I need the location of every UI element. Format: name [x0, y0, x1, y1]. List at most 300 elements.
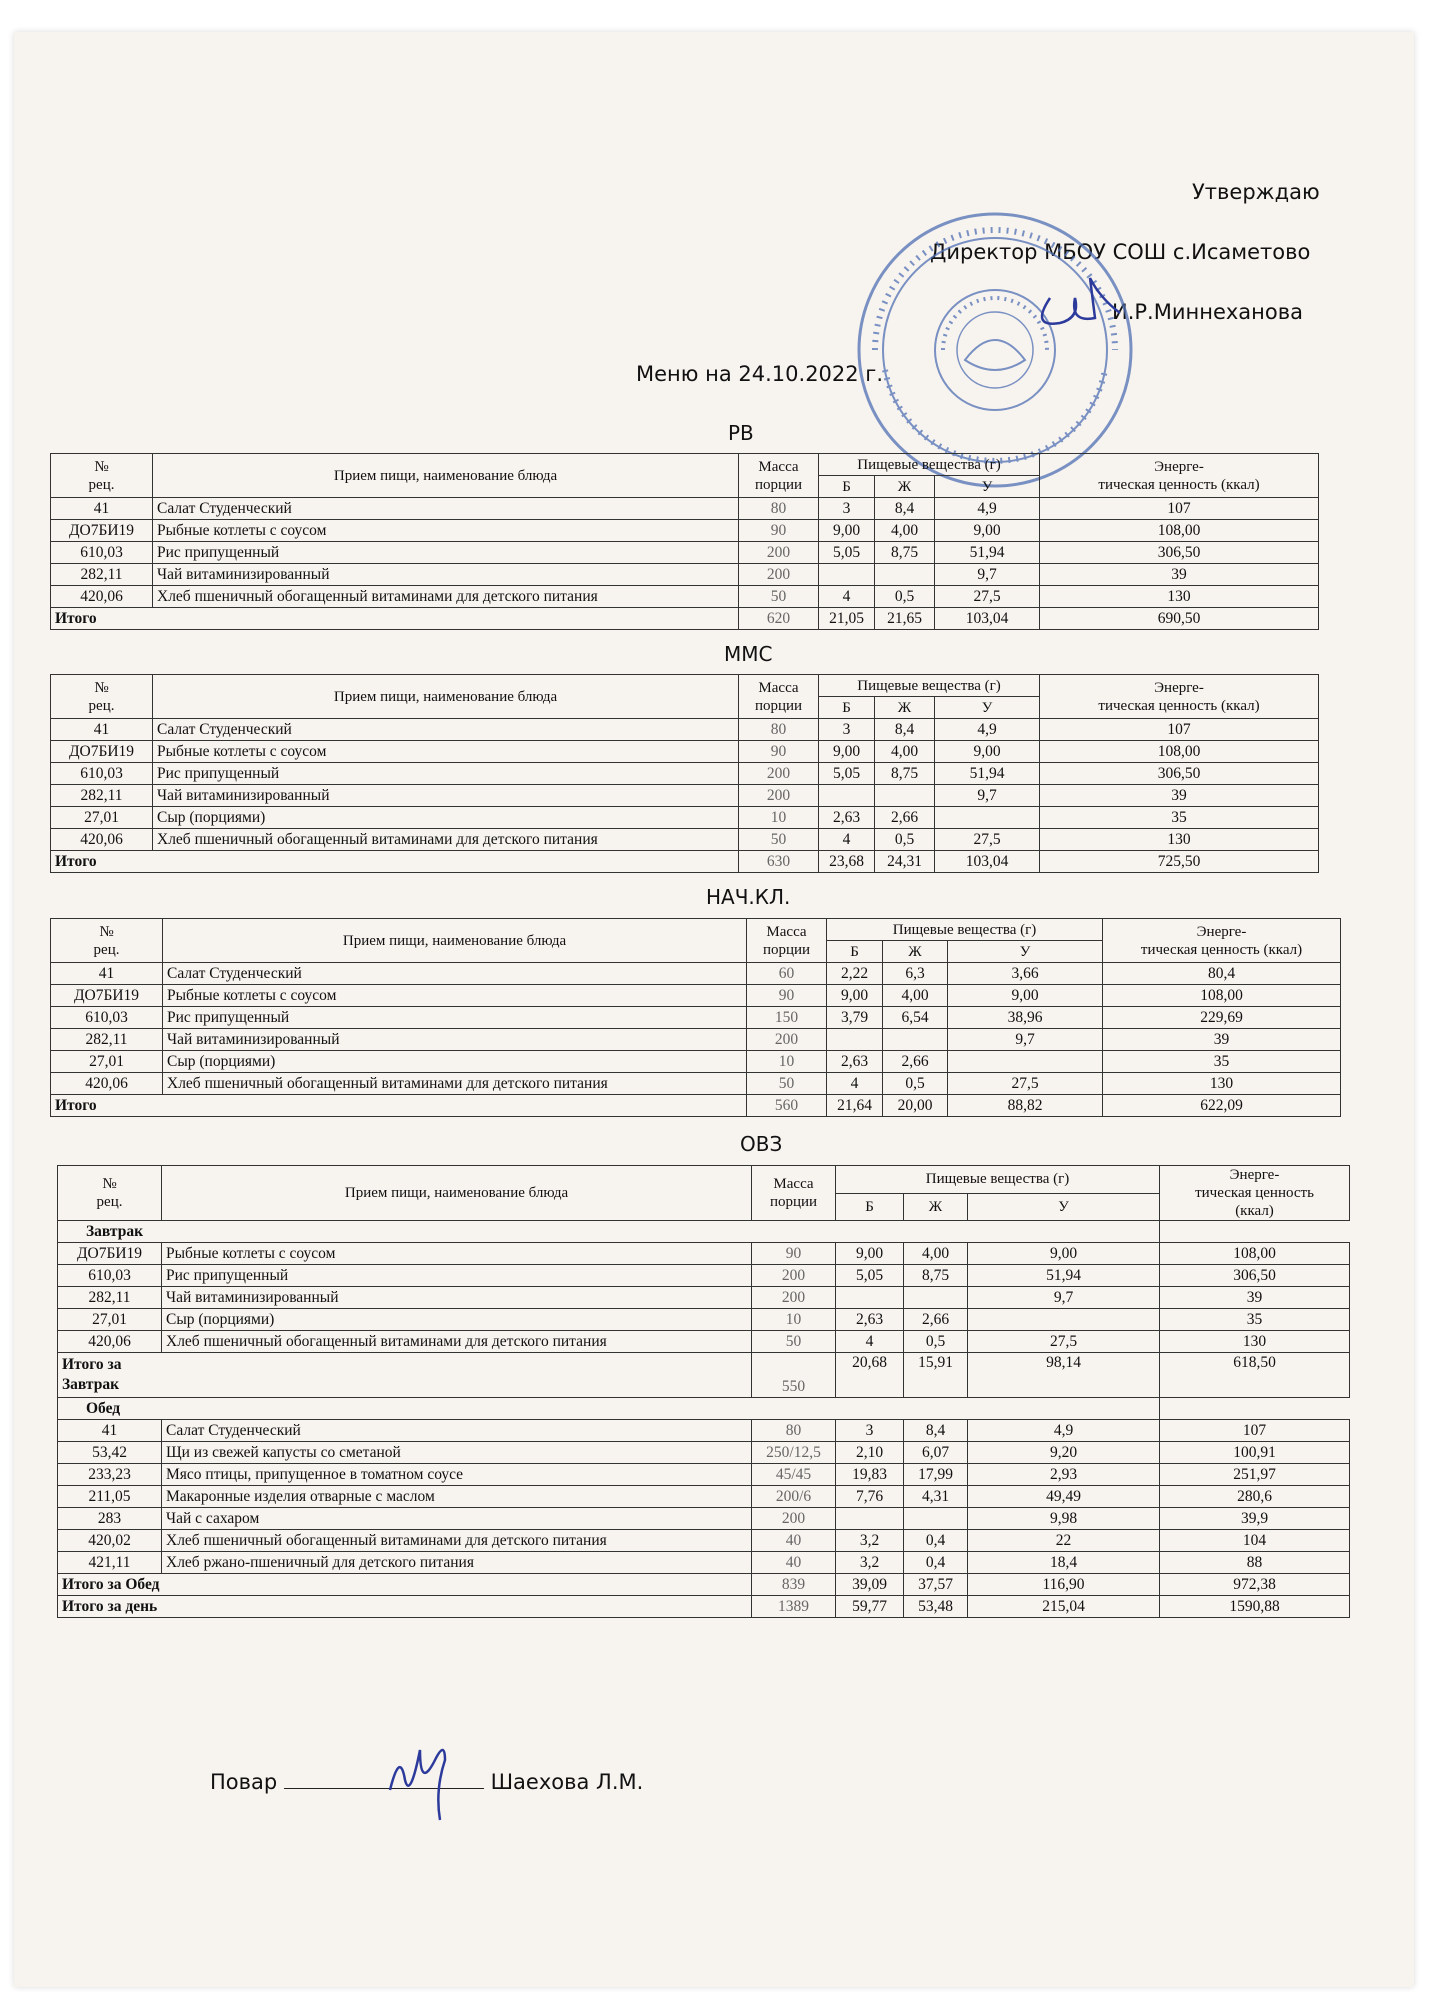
total-b: 21,64 — [827, 1095, 883, 1117]
cell-dish: Хлеб пшеничный обогащенный витаминами для детского питания — [162, 1530, 752, 1552]
cell-zh: 6,3 — [883, 963, 948, 985]
cell-u: 9,7 — [968, 1287, 1160, 1309]
cell-b: 2,63 — [819, 807, 875, 829]
total-u: 215,04 — [968, 1596, 1160, 1618]
cell-energy: 130 — [1040, 586, 1319, 608]
table-row — [58, 1287, 1350, 1309]
cell-mass: 60 — [747, 963, 827, 985]
total-mass: 550 — [752, 1353, 836, 1398]
header-energy-2: тическая ценность (ккал) — [1140, 941, 1303, 958]
total-u: 103,04 — [935, 608, 1040, 630]
header-nutrients: Пищевые вещества (г) — [836, 1166, 1160, 1194]
cell-u: 3,66 — [948, 963, 1103, 985]
cell-energy: 107 — [1040, 498, 1319, 520]
cell-rec: 610,03 — [58, 1265, 162, 1287]
table-header-row — [51, 454, 1319, 476]
cell-dish: Хлеб ржано-пшеничный для детского питания — [162, 1552, 752, 1574]
day-total-row — [58, 1596, 1350, 1618]
header-rec — [51, 675, 153, 719]
approve-label: Утверждаю — [1192, 180, 1320, 204]
breakfast-total-row — [58, 1353, 1350, 1398]
cell-dish: Чай витаминизированный — [153, 564, 739, 586]
cell-zh: 2,66 — [875, 807, 935, 829]
header-energy — [1103, 919, 1341, 963]
cell-mass: 40 — [752, 1530, 836, 1552]
table-row — [51, 985, 1341, 1007]
cell-rec: 27,01 — [58, 1309, 162, 1331]
total-row — [51, 851, 1319, 873]
cell-b: 3 — [836, 1420, 904, 1442]
cell-mass: 45/45 — [752, 1464, 836, 1486]
cell-zh: 6,07 — [904, 1442, 968, 1464]
cell-u: 51,94 — [935, 542, 1040, 564]
cell-rec: 282,11 — [51, 785, 153, 807]
cook-signature-icon — [370, 1720, 480, 1830]
table-row — [51, 542, 1319, 564]
cell-u: 38,96 — [948, 1007, 1103, 1029]
cell-b — [836, 1287, 904, 1309]
cell-rec: 41 — [51, 719, 153, 741]
cell-u: 9,7 — [935, 785, 1040, 807]
cell-energy: 306,50 — [1040, 763, 1319, 785]
cell-energy: 280,6 — [1160, 1486, 1350, 1508]
header-rec-no: № — [94, 458, 109, 475]
table-row — [51, 498, 1319, 520]
cell-u — [948, 1051, 1103, 1073]
cell-zh: 4,00 — [875, 741, 935, 763]
header-rec-label: рец. — [88, 476, 115, 493]
total-label — [58, 1353, 752, 1398]
header-mass — [752, 1166, 836, 1221]
total-u: 103,04 — [935, 851, 1040, 873]
total-mass: 620 — [739, 608, 819, 630]
director-name: И.Р.Миннеханова — [1112, 300, 1303, 324]
header-rec-label: рец. — [88, 697, 115, 714]
cell-zh — [875, 785, 935, 807]
table-row — [51, 1051, 1341, 1073]
header-b: Б — [827, 941, 883, 963]
table-row — [51, 520, 1319, 542]
cell-b: 3,79 — [827, 1007, 883, 1029]
cell-energy: 88 — [1160, 1552, 1350, 1574]
cell-zh: 8,75 — [875, 542, 935, 564]
cell-rec: 27,01 — [51, 1051, 163, 1073]
cell-dish: Хлеб пшеничный обогащенный витаминами для детского питания — [163, 1073, 747, 1095]
cell-b: 9,00 — [827, 985, 883, 1007]
cell-energy: 108,00 — [1160, 1243, 1350, 1265]
cell-dish: Рыбные котлеты с соусом — [153, 741, 739, 763]
cell-rec: 420,06 — [51, 1073, 163, 1095]
cell-energy: 39 — [1040, 785, 1319, 807]
header-dish: Прием пищи, наименование блюда — [163, 919, 747, 963]
cell-zh: 8,75 — [904, 1265, 968, 1287]
header-u: У — [935, 476, 1040, 498]
cell-b — [827, 1029, 883, 1051]
cell-b — [819, 785, 875, 807]
cell-energy: 104 — [1160, 1530, 1350, 1552]
cell-mass: 90 — [739, 520, 819, 542]
cell-energy: 108,00 — [1040, 520, 1319, 542]
total-u: 116,90 — [968, 1574, 1160, 1596]
header-rec-label: рец. — [96, 1194, 123, 1210]
cell-zh: 0,5 — [875, 829, 935, 851]
breakfast-total-label-2: Завтрак — [62, 1376, 120, 1393]
header-nutrients: Пищевые вещества (г) — [819, 675, 1040, 697]
cell-b: 2,22 — [827, 963, 883, 985]
cell-energy: 35 — [1103, 1051, 1341, 1073]
table-row — [51, 719, 1319, 741]
cell-energy: 251,97 — [1160, 1464, 1350, 1486]
header-mass — [739, 675, 819, 719]
cell-mass: 50 — [747, 1073, 827, 1095]
cell-u: 4,9 — [935, 719, 1040, 741]
cell-rec: 233,23 — [58, 1464, 162, 1486]
cell-zh — [904, 1287, 968, 1309]
cell-b: 19,83 — [836, 1464, 904, 1486]
total-mass: 839 — [752, 1574, 836, 1596]
cell-u: 9,20 — [968, 1442, 1160, 1464]
cell-dish: Рис припущенный — [163, 1007, 747, 1029]
section-title-mms: ММС — [724, 642, 773, 666]
cell-mass: 10 — [747, 1051, 827, 1073]
menu-table-ovz — [57, 1165, 1350, 1618]
cell-zh: 4,00 — [883, 985, 948, 1007]
menu-table-rv — [50, 453, 1319, 630]
cell-energy: 130 — [1040, 829, 1319, 851]
cell-b: 9,00 — [836, 1243, 904, 1265]
empty-cell — [1160, 1221, 1350, 1243]
header-energy-1: Энерге- — [1154, 679, 1204, 696]
cell-mass: 200/6 — [752, 1486, 836, 1508]
cell-mass: 80 — [739, 498, 819, 520]
table-row — [58, 1508, 1350, 1530]
cell-mass: 200 — [739, 785, 819, 807]
table-row — [58, 1464, 1350, 1486]
table-row — [58, 1331, 1350, 1353]
table-row — [58, 1486, 1350, 1508]
cell-rec: 610,03 — [51, 1007, 163, 1029]
cell-mass: 200 — [739, 763, 819, 785]
header-energy-1: Энерге- — [1229, 1167, 1280, 1183]
header-u: У — [948, 941, 1103, 963]
cell-rec: ДО7БИ19 — [58, 1243, 162, 1265]
cell-dish: Салат Студенческий — [153, 498, 739, 520]
cell-b: 3 — [819, 719, 875, 741]
total-zh: 21,65 — [875, 608, 935, 630]
director-signature-icon — [1020, 268, 1130, 348]
header-rec-no: № — [99, 923, 114, 940]
cell-b: 3,2 — [836, 1552, 904, 1574]
cell-mass: 200 — [752, 1508, 836, 1530]
cell-u: 27,5 — [968, 1331, 1160, 1353]
header-mass-1: Масса — [758, 679, 799, 696]
table-row — [58, 1552, 1350, 1574]
cell-u — [968, 1309, 1160, 1331]
cell-rec: 420,06 — [51, 586, 153, 608]
cell-b: 4 — [836, 1331, 904, 1353]
cell-dish: Хлеб пшеничный обогащенный витаминами для детского питания — [153, 586, 739, 608]
cell-rec: 420,06 — [58, 1331, 162, 1353]
official-stamp-icon — [855, 210, 1135, 490]
cell-dish: Щи из свежей капусты со сметаной — [162, 1442, 752, 1464]
cell-zh: 8,75 — [875, 763, 935, 785]
cell-u: 9,98 — [968, 1508, 1160, 1530]
cell-u: 51,94 — [968, 1265, 1160, 1287]
cell-zh: 0,5 — [875, 586, 935, 608]
cell-dish: Рыбные котлеты с соусом — [163, 985, 747, 1007]
cell-u: 2,93 — [968, 1464, 1160, 1486]
cell-rec: ДО7БИ19 — [51, 985, 163, 1007]
breakfast-heading — [58, 1221, 1350, 1243]
cell-u: 9,7 — [948, 1029, 1103, 1051]
cell-dish: Рыбные котлеты с соусом — [153, 520, 739, 542]
cell-dish: Рыбные котлеты с соусом — [162, 1243, 752, 1265]
cell-b: 3 — [819, 498, 875, 520]
cell-u: 27,5 — [948, 1073, 1103, 1095]
total-zh: 24,31 — [875, 851, 935, 873]
table-row — [58, 1442, 1350, 1464]
header-energy-2: тическая ценность — [1195, 1185, 1314, 1201]
cell-zh: 4,00 — [904, 1243, 968, 1265]
total-label: Итого — [51, 608, 739, 630]
cell-dish: Чай витаминизированный — [162, 1287, 752, 1309]
table-row — [51, 807, 1319, 829]
header-zh: Ж — [904, 1193, 968, 1221]
total-row — [51, 608, 1319, 630]
cell-u: 27,5 — [935, 586, 1040, 608]
cell-zh: 4,00 — [875, 520, 935, 542]
menu-table-mms — [50, 674, 1319, 873]
cell-u: 22 — [968, 1530, 1160, 1552]
cell-mass: 80 — [752, 1420, 836, 1442]
total-label: Итого — [51, 1095, 747, 1117]
header-energy-1: Энерге- — [1154, 458, 1204, 475]
table-header-row — [51, 675, 1319, 697]
header-mass — [747, 919, 827, 963]
cell-zh: 0,5 — [904, 1331, 968, 1353]
empty-cell — [1160, 1398, 1350, 1420]
total-energy: 622,09 — [1103, 1095, 1341, 1117]
cell-zh: 8,4 — [875, 719, 935, 741]
cell-dish: Чай витаминизированный — [153, 785, 739, 807]
cell-rec: ДО7БИ19 — [51, 741, 153, 763]
cell-dish: Чай с сахаром — [162, 1508, 752, 1530]
total-zh: 20,00 — [883, 1095, 948, 1117]
cell-mass: 150 — [747, 1007, 827, 1029]
cell-u: 9,7 — [935, 564, 1040, 586]
cell-zh: 2,66 — [904, 1309, 968, 1331]
cell-mass: 200 — [752, 1265, 836, 1287]
header-energy-2: тическая ценность (ккал) — [1098, 697, 1260, 714]
total-b: 20,68 — [836, 1353, 904, 1398]
cell-b: 4 — [819, 586, 875, 608]
cell-b — [836, 1508, 904, 1530]
cell-energy: 39 — [1040, 564, 1319, 586]
header-zh: Ж — [883, 941, 948, 963]
cell-mass: 200 — [752, 1287, 836, 1309]
cell-dish: Сыр (порциями) — [163, 1051, 747, 1073]
breakfast-total-label-1: Итого за — [62, 1356, 122, 1373]
header-b: Б — [819, 697, 875, 719]
lunch-heading-label: Обед — [58, 1398, 1160, 1420]
table-row — [58, 1265, 1350, 1287]
table-row — [51, 741, 1319, 763]
cell-rec: ДО7БИ19 — [51, 520, 153, 542]
cell-energy: 39,9 — [1160, 1508, 1350, 1530]
header-zh: Ж — [875, 697, 935, 719]
cell-energy: 108,00 — [1040, 741, 1319, 763]
cell-energy: 130 — [1103, 1073, 1341, 1095]
total-label: Итого — [51, 851, 739, 873]
header-mass-2: порции — [754, 476, 803, 493]
cell-dish: Рис припущенный — [153, 763, 739, 785]
cell-mass: 200 — [739, 542, 819, 564]
cell-zh: 8,4 — [875, 498, 935, 520]
cell-mass: 200 — [739, 564, 819, 586]
total-mass: 630 — [739, 851, 819, 873]
cell-rec: 283 — [58, 1508, 162, 1530]
cell-dish: Хлеб пшеничный обогащенный витаминами для детского питания — [162, 1331, 752, 1353]
total-energy: 690,50 — [1040, 608, 1319, 630]
cell-rec: 420,06 — [51, 829, 153, 851]
header-nutrients: Пищевые вещества (г) — [827, 919, 1103, 941]
cell-u: 9,00 — [948, 985, 1103, 1007]
cell-dish: Сыр (порциями) — [162, 1309, 752, 1331]
cell-energy: 229,69 — [1103, 1007, 1341, 1029]
cell-b: 5,05 — [836, 1265, 904, 1287]
cell-b: 2,63 — [827, 1051, 883, 1073]
total-energy: 972,38 — [1160, 1574, 1350, 1596]
cell-zh — [875, 564, 935, 586]
cell-dish: Рис припущенный — [162, 1265, 752, 1287]
header-rec — [51, 454, 153, 498]
header-b: Б — [819, 476, 875, 498]
cell-energy: 100,91 — [1160, 1442, 1350, 1464]
total-label: Итого за Обед — [58, 1574, 752, 1596]
cell-b: 4 — [819, 829, 875, 851]
cell-mass: 50 — [739, 829, 819, 851]
cell-mass: 40 — [752, 1552, 836, 1574]
table-row — [51, 785, 1319, 807]
header-rec-no: № — [102, 1176, 117, 1192]
header-energy-2: тическая ценность (ккал) — [1098, 476, 1260, 493]
cell-energy: 130 — [1160, 1331, 1350, 1353]
cell-zh: 6,54 — [883, 1007, 948, 1029]
cell-dish: Салат Студенческий — [163, 963, 747, 985]
table-row — [58, 1309, 1350, 1331]
cell-u: 4,9 — [935, 498, 1040, 520]
cell-b: 2,63 — [836, 1309, 904, 1331]
section-title-ovz: ОВЗ — [740, 1132, 783, 1156]
section-title-rv: РВ — [728, 421, 754, 445]
header-dish: Прием пищи, наименование блюда — [162, 1166, 752, 1221]
header-dish: Прием пищи, наименование блюда — [153, 454, 739, 498]
total-energy: 1590,88 — [1160, 1596, 1350, 1618]
table-row — [51, 1073, 1341, 1095]
cell-mass: 90 — [752, 1243, 836, 1265]
total-b: 39,09 — [836, 1574, 904, 1596]
cell-b: 2,10 — [836, 1442, 904, 1464]
total-label: Итого за день — [58, 1596, 752, 1618]
cell-rec: 27,01 — [51, 807, 153, 829]
table-row — [58, 1530, 1350, 1552]
cell-dish: Макаронные изделия отварные с маслом — [162, 1486, 752, 1508]
header-zh: Ж — [875, 476, 935, 498]
cell-energy: 306,50 — [1040, 542, 1319, 564]
cell-dish: Рис припущенный — [153, 542, 739, 564]
cell-rec: 282,11 — [58, 1287, 162, 1309]
lunch-heading — [58, 1398, 1350, 1420]
cell-mass: 50 — [752, 1331, 836, 1353]
cell-rec: 211,05 — [58, 1486, 162, 1508]
menu-table-nachkl — [50, 918, 1341, 1117]
table-row — [51, 564, 1319, 586]
cell-zh: 17,99 — [904, 1464, 968, 1486]
cell-dish: Чай витаминизированный — [163, 1029, 747, 1051]
cell-u: 51,94 — [935, 763, 1040, 785]
cell-dish: Салат Студенческий — [153, 719, 739, 741]
cell-u: 9,00 — [935, 741, 1040, 763]
header-u: У — [968, 1193, 1160, 1221]
cell-zh: 0,4 — [904, 1530, 968, 1552]
header-mass — [739, 454, 819, 498]
header-rec — [58, 1166, 162, 1221]
table-row — [51, 586, 1319, 608]
cell-rec: 41 — [58, 1420, 162, 1442]
cell-u: 9,00 — [935, 520, 1040, 542]
menu-title: Меню на 24.10.2022 г. — [636, 362, 884, 386]
cell-energy: 39 — [1103, 1029, 1341, 1051]
cell-mass: 90 — [739, 741, 819, 763]
header-energy — [1040, 675, 1319, 719]
total-u: 98,14 — [968, 1353, 1160, 1398]
total-energy: 725,50 — [1040, 851, 1319, 873]
header-mass-1: Масса — [773, 1176, 814, 1192]
cell-b: 4 — [827, 1073, 883, 1095]
cell-dish: Хлеб пшеничный обогащенный витаминами для детского питания — [153, 829, 739, 851]
section-title-nachkl: НАЧ.КЛ. — [706, 885, 791, 909]
cell-u: 4,9 — [968, 1420, 1160, 1442]
table-header-row — [51, 919, 1341, 941]
total-b: 21,05 — [819, 608, 875, 630]
cell-dish: Салат Студенческий — [162, 1420, 752, 1442]
cell-energy: 35 — [1160, 1309, 1350, 1331]
cook-label: Повар — [210, 1770, 278, 1794]
header-mass-2: порции — [769, 1194, 818, 1210]
table-row — [51, 763, 1319, 785]
table-row — [58, 1420, 1350, 1442]
cell-dish: Сыр (порциями) — [153, 807, 739, 829]
cell-u: 27,5 — [935, 829, 1040, 851]
table-header-row — [58, 1166, 1350, 1194]
cell-u: 9,00 — [968, 1243, 1160, 1265]
cell-energy: 39 — [1160, 1287, 1350, 1309]
total-zh: 15,91 — [904, 1353, 968, 1398]
table-row — [51, 1029, 1341, 1051]
cell-rec: 41 — [51, 963, 163, 985]
director-title: Директор МБОУ СОШ с.Исаметово — [930, 240, 1311, 264]
total-row — [51, 1095, 1341, 1117]
cell-mass: 90 — [747, 985, 827, 1007]
cell-zh: 8,4 — [904, 1420, 968, 1442]
cell-energy: 80,4 — [1103, 963, 1341, 985]
cell-mass: 250/12,5 — [752, 1442, 836, 1464]
cell-dish: Мясо птицы, припущенное в томатном соусе — [162, 1464, 752, 1486]
breakfast-heading-label: Завтрак — [58, 1221, 1160, 1243]
header-rec — [51, 919, 163, 963]
header-dish: Прием пищи, наименование блюда — [153, 675, 739, 719]
cell-rec: 420,02 — [58, 1530, 162, 1552]
